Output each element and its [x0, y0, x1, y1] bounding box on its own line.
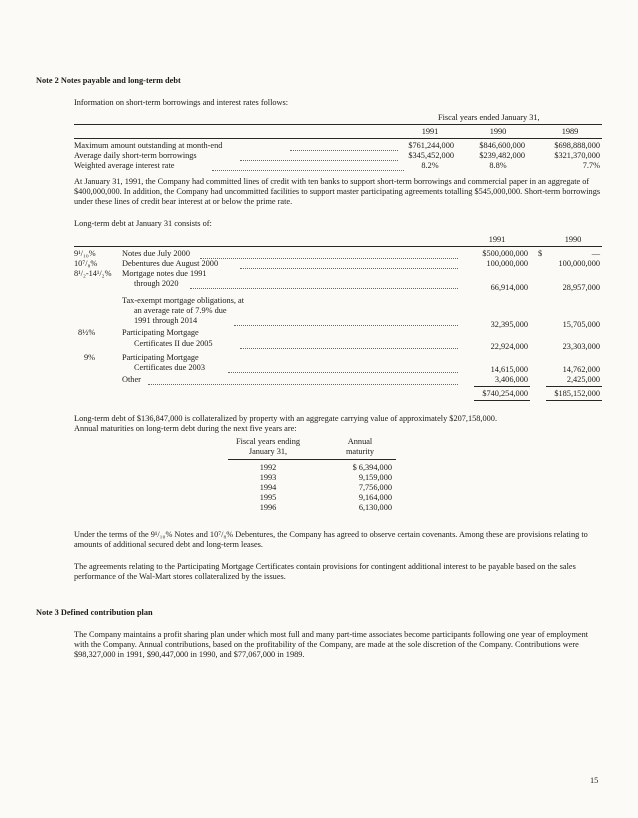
mat-amount: 9,164,000 — [358, 493, 392, 502]
mat-year: 1995 — [259, 493, 277, 502]
lt-desc: through 2020 — [134, 279, 179, 288]
lt-value-1990: 14,762,000 — [562, 365, 600, 374]
lt-desc: Other — [122, 375, 141, 384]
lt-desc: Certificates II due 2005 — [134, 339, 213, 348]
participating-paragraph: The agreements relating to the Participating Mortgage Certificates contain provisions for contingent additional interest to be payable based on the sales performance of the Wal-Mart stores collateralized by the issues. — [74, 562, 576, 581]
lt-value-1991: 22,924,000 — [490, 342, 528, 351]
mat-amount: 6,130,000 — [358, 503, 392, 512]
row-label: Average daily short-term borrowings — [74, 151, 197, 160]
lt-value-1991: $500,000,000 — [482, 249, 528, 258]
mat-amount: $ 6,394,000 — [352, 463, 392, 472]
lt-desc: Mortgage notes due 1991 — [122, 269, 207, 278]
lt-value-1991: 32,395,000 — [490, 320, 528, 329]
mat-header-left: January 31, — [248, 447, 288, 456]
page-number: 15 — [590, 776, 599, 785]
lt-value-1990: 2,425,000 — [566, 375, 600, 384]
lt-rate: 8½% — [78, 328, 96, 337]
year-header-1989: 1989 — [561, 127, 579, 136]
long-term-intro: Long-term debt at January 31 consists of: — [74, 219, 212, 228]
mat-year: 1994 — [259, 483, 277, 492]
lt-value-1991: 66,914,000 — [490, 283, 528, 292]
lt-value-1990: — — [591, 249, 600, 258]
note3-heading: Note 3 Defined contribution plan — [36, 608, 153, 617]
year-header-1990: 1990 — [489, 127, 507, 136]
lt-desc: 1991 through 2014 — [134, 316, 198, 325]
credit-lines-paragraph: At January 31, 1991, the Company had committed lines of credit with ten banks to support short-term borrowings and commercial paper in an aggregate of $400,000,000. In addition, the Company had uncommitted facilities to support master participating agreements totalling $545,000,000. Short-term borrowings under these lines of credit bear interest at or below the prime rate. — [74, 177, 601, 206]
mat-year: 1993 — [259, 473, 277, 482]
row-value: $345,452,000 — [408, 151, 454, 160]
lt-desc: Notes due July 2000 — [122, 249, 190, 258]
profit-sharing-paragraph: The Company maintains a profit sharing plan under which most full and many part-time associates become participants following one year of employment with the Company. Annual contributions, based on the profitability of the Company, are made at the sole discretion of the Company. Contributions were $98,327,000 in 1991, $90,447,000 in 1990, and $77,067,000 in 1989. — [74, 630, 589, 659]
lt-desc: Certificates due 2003 — [134, 363, 205, 372]
lt-desc: Participating Mortgage — [122, 353, 199, 362]
lt-value-1991: 14,615,000 — [490, 365, 528, 374]
row-value: $846,600,000 — [479, 141, 525, 150]
covenants-paragraph: Under the terms of the 9¹/₁₀% Notes and 10⁷/₈% Debentures, the Company has agreed to observe certain covenants. Among these are provisions relating to amounts of additional secured debt and long-term leases. — [74, 530, 588, 549]
maturities-intro: Annual maturities on long-term debt during the next five years are: — [74, 424, 297, 433]
row-label: Maximum amount outstanding at month-end — [74, 141, 223, 150]
lt-rate: 10⁷/₈% — [74, 259, 98, 268]
lt-value-1990: 28,957,000 — [562, 283, 600, 292]
row-value: $698,888,000 — [554, 141, 600, 150]
lt-total-1991: $740,254,000 — [482, 389, 528, 398]
short-term-intro: Information on short-term borrowings and interest rates follows: — [74, 98, 289, 107]
lt-dollar-sign: $ — [538, 249, 543, 258]
row-value: 8.8% — [489, 161, 507, 170]
row-value: 8.2% — [421, 161, 439, 170]
mat-amount: 9,159,000 — [358, 473, 392, 482]
mat-year: 1992 — [259, 463, 277, 472]
mat-amount: 7,756,000 — [358, 483, 392, 492]
lt-value-1990: 15,705,000 — [562, 320, 600, 329]
mat-header-left: Fiscal years ending — [235, 437, 301, 446]
lt-desc: an average rate of 7.9% due — [134, 306, 227, 315]
lt-rate: 9¹/₁₀% — [74, 249, 96, 258]
lt-desc: Participating Mortgage — [122, 328, 199, 337]
lt-total-1990: $185,152,000 — [554, 389, 600, 398]
mat-header-right: Annual — [347, 437, 373, 446]
lt-desc: Debentures due August 2000 — [122, 259, 219, 268]
row-value: $761,244,000 — [408, 141, 454, 150]
lt-desc: Tax-exempt mortgage obligations, at — [122, 296, 244, 305]
fiscal-years-header: Fiscal years ended January 31, — [438, 113, 540, 122]
year-header-1991: 1991 — [421, 127, 439, 136]
mat-year: 1996 — [259, 503, 277, 512]
lt-year-1991: 1991 — [488, 235, 506, 244]
collateral-paragraph: Long-term debt of $136,847,000 is collateralized by property with an aggregate carrying value of approximately $207,158,000. — [74, 414, 498, 423]
lt-rate: 9% — [84, 353, 96, 362]
lt-rate: 8¹/₂-14¹/₂% — [74, 269, 112, 278]
lt-value-1991: 3,406,000 — [494, 375, 528, 384]
mat-header-right: maturity — [345, 447, 375, 456]
lt-value-1990: 23,303,000 — [562, 342, 600, 351]
row-label: Weighted average interest rate — [74, 161, 175, 170]
row-value: 7.7% — [582, 161, 600, 170]
lt-value-1990: 100,000,000 — [558, 259, 600, 268]
row-value: $239,482,000 — [479, 151, 525, 160]
lt-year-1990: 1990 — [564, 235, 582, 244]
lt-value-1991: 100,000,000 — [486, 259, 528, 268]
row-value: $321,370,000 — [554, 151, 600, 160]
note2-heading: Note 2 Notes payable and long-term debt — [36, 76, 181, 85]
